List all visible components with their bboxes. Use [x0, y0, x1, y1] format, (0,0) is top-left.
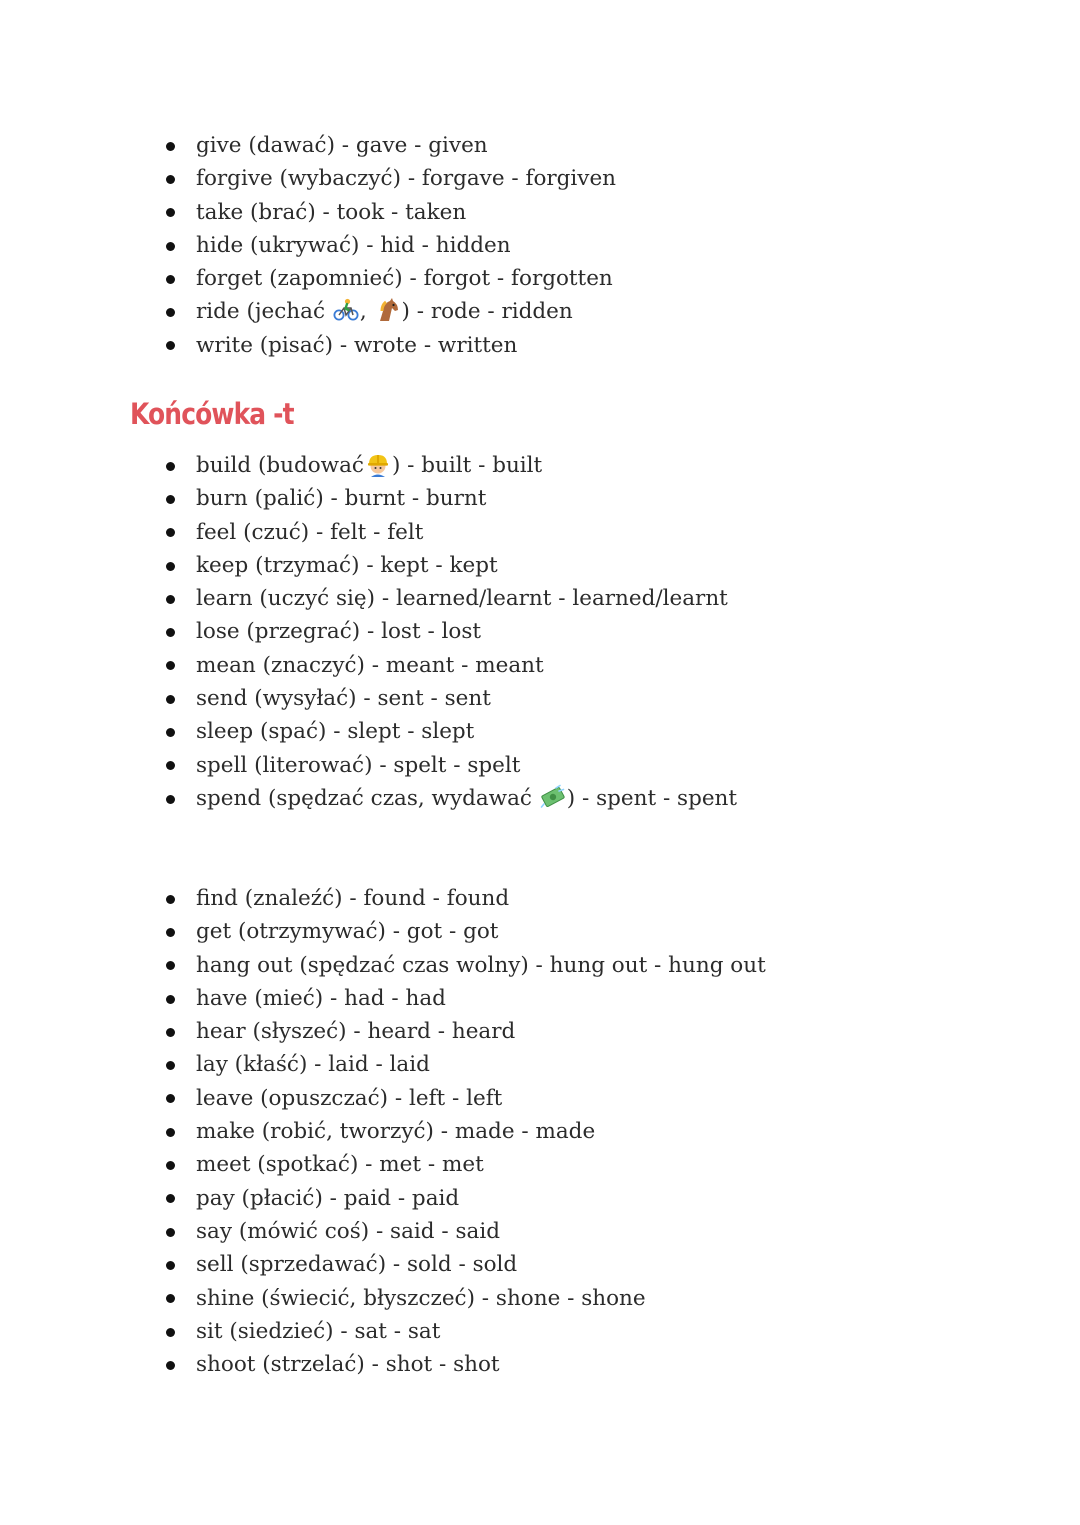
verb-list-ending-t: [160, 449, 1040, 815]
list-item: shine (świecić, błyszczeć) - shone - shone: [160, 1282, 1040, 1315]
money-icon: [540, 784, 566, 810]
bullet-icon: [166, 695, 175, 704]
bullet-icon: [166, 142, 175, 151]
bullet-icon: [166, 1228, 175, 1237]
list-item: forget (zapomnieć) - forgot - forgotten: [160, 262, 1040, 295]
list-item: sleep (spać) - slept - slept: [160, 715, 1040, 748]
list-item: pay (płacić) - paid - paid: [160, 1182, 1040, 1215]
bullet-icon: [166, 175, 175, 184]
list-item: leave (opuszczać) - left - left: [160, 1082, 1040, 1115]
bullet-icon: [166, 1294, 175, 1303]
list-item: have (mieć) - had - had: [160, 982, 1040, 1015]
list-item: take (brać) - took - taken: [160, 196, 1040, 229]
list-item: lose (przegrać) - lost - lost: [160, 615, 1040, 648]
bullet-icon: [166, 208, 175, 217]
bullet-icon: [166, 1028, 175, 1037]
list-item: spell (literować) - spelt - spelt: [160, 749, 1040, 782]
list-item: give (dawać) - gave - given: [160, 129, 1040, 162]
list-item: learn (uczyć się) - learned/learnt - learned/learnt: [160, 582, 1040, 615]
list-item: send (wysyłać) - sent - sent: [160, 682, 1040, 715]
list-item: mean (znaczyć) - meant - meant: [160, 649, 1040, 682]
bullet-icon: [166, 1128, 175, 1137]
bullet-icon: [166, 795, 175, 804]
bullet-icon: [166, 1094, 175, 1103]
bullet-icon: [166, 341, 175, 350]
bullet-icon: [166, 562, 175, 571]
list-item: find (znaleźć) - found - found: [160, 882, 1040, 915]
bullet-icon: [166, 595, 175, 604]
list-item: make (robić, tworzyć) - made - made: [160, 1115, 1040, 1148]
verb-list-irregular: [160, 129, 1040, 362]
bullet-icon: [166, 661, 175, 670]
bullet-icon: [166, 1328, 175, 1337]
bullet-icon: [166, 528, 175, 537]
horse-icon: [375, 297, 401, 323]
bullet-icon: [166, 495, 175, 504]
list-item: lay (kłaść) - laid - laid: [160, 1048, 1040, 1081]
bullet-icon: [166, 961, 175, 970]
bullet-icon: [166, 242, 175, 251]
list-item: sit (siedzieć) - sat - sat: [160, 1315, 1040, 1348]
verb-list-other: [160, 882, 1040, 1381]
bullet-icon: [166, 1061, 175, 1070]
bicycle-icon: [333, 297, 359, 323]
bullet-icon: [166, 1161, 175, 1170]
list-item: keep (trzymać) - kept - kept: [160, 549, 1040, 582]
list-item: hear (słyszeć) - heard - heard: [160, 1015, 1040, 1048]
bullet-icon: [166, 728, 175, 737]
bullet-icon: [166, 761, 175, 770]
list-item: feel (czuć) - felt - felt: [160, 516, 1040, 549]
list-item: say (mówić coś) - said - said: [160, 1215, 1040, 1248]
list-item: sell (sprzedawać) - sold - sold: [160, 1248, 1040, 1281]
bullet-icon: [166, 308, 175, 317]
section-heading: Końcówka -t: [130, 397, 294, 431]
bullet-icon: [166, 628, 175, 637]
list-item: hide (ukrywać) - hid - hidden: [160, 229, 1040, 262]
list-item: burn (palić) - burnt - burnt: [160, 482, 1040, 515]
list-item: spend (spędzać czas, wydawać ) - spent - spent: [160, 782, 1040, 815]
bullet-icon: [166, 462, 175, 471]
bullet-icon: [166, 895, 175, 904]
list-item: ride (jechać , ) - rode - ridden: [160, 295, 1040, 328]
construction-worker-icon: [365, 451, 391, 477]
list-item: forgive (wybaczyć) - forgave - forgiven: [160, 162, 1040, 195]
bullet-icon: [166, 1194, 175, 1203]
bullet-icon: [166, 995, 175, 1004]
list-item: shoot (strzelać) - shot - shot: [160, 1348, 1040, 1381]
list-item: write (pisać) - wrote - written: [160, 329, 1040, 362]
bullet-icon: [166, 1261, 175, 1270]
list-item: hang out (spędzać czas wolny) - hung out - hung out: [160, 949, 1040, 982]
list-item: get (otrzymywać) - got - got: [160, 915, 1040, 948]
list-item: build (budować ) - built - built: [160, 449, 1040, 482]
bullet-icon: [166, 1361, 175, 1370]
bullet-icon: [166, 928, 175, 937]
bullet-icon: [166, 275, 175, 284]
list-item: meet (spotkać) - met - met: [160, 1148, 1040, 1181]
